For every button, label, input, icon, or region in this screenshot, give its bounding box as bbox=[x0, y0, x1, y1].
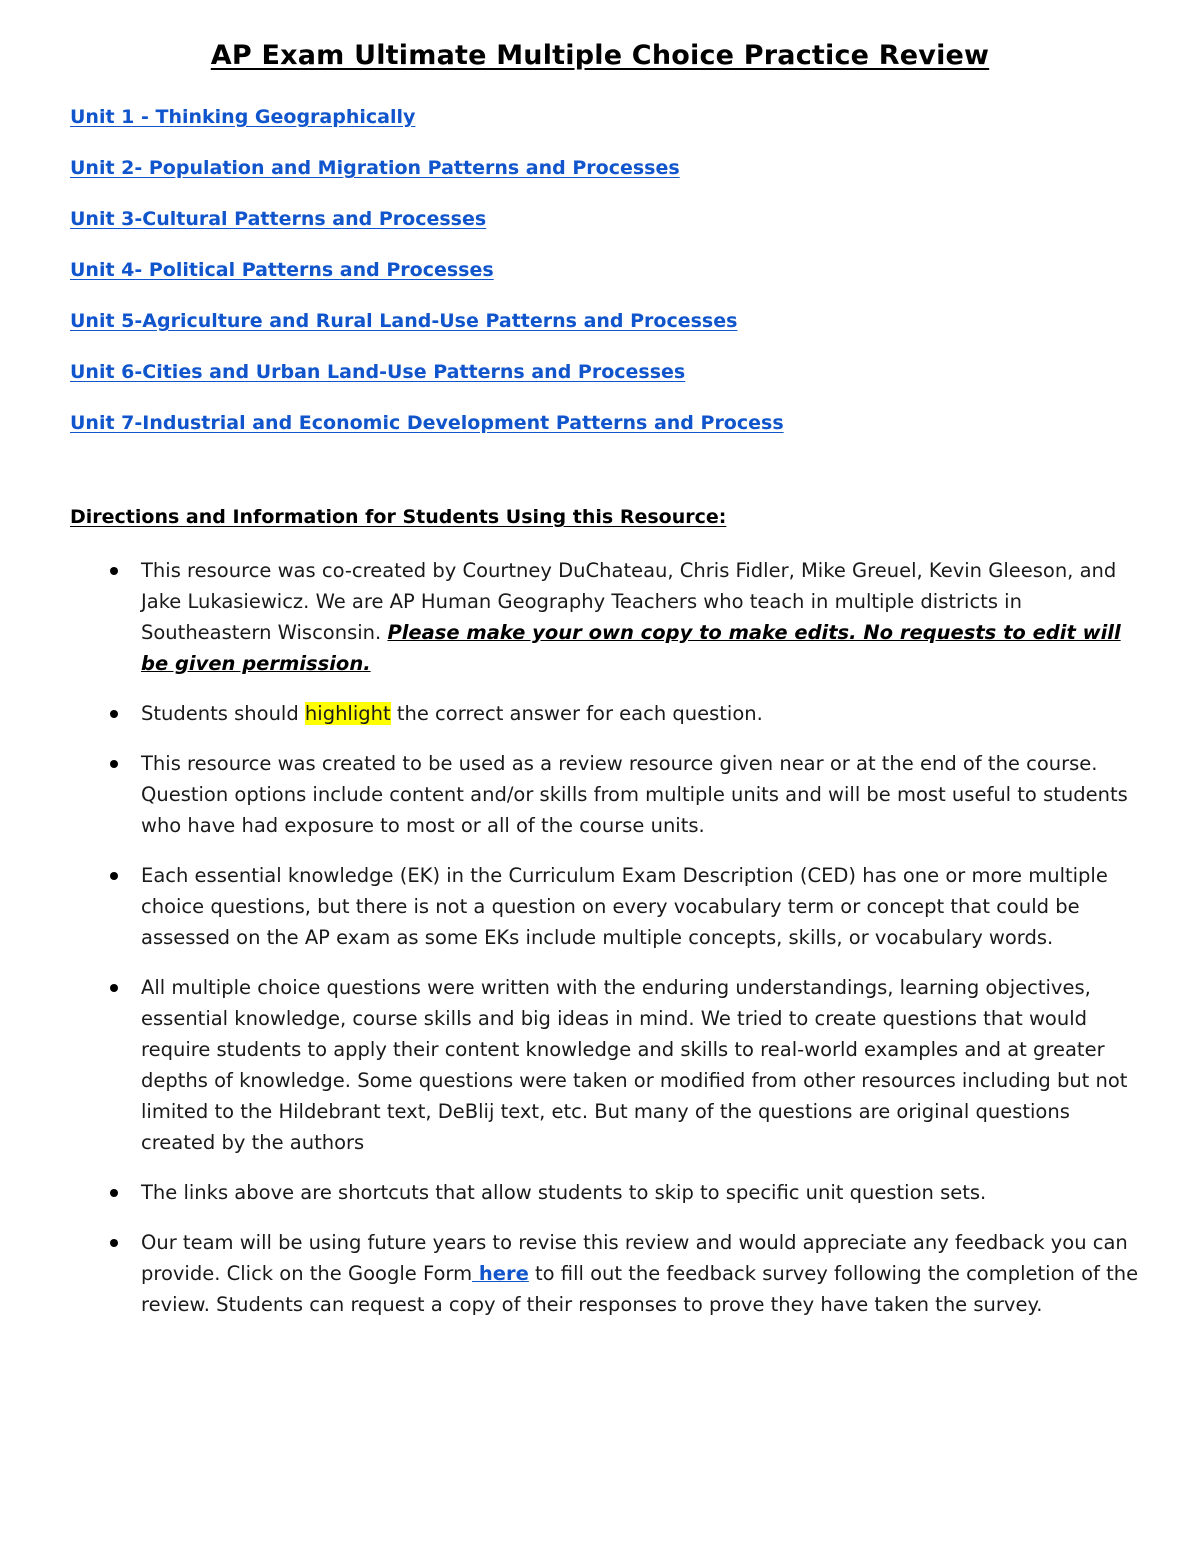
document-title: AP Exam Ultimate Multiple Choice Practice Review bbox=[210, 40, 990, 71]
bullet-icon bbox=[110, 872, 118, 880]
purpose-text: This resource was created to be used as a review resource given near or at the end of the course. Question options include content and/or skills from multiple units and will be most useful to students who have had exposure to most or all of the course units. bbox=[141, 752, 1128, 837]
directions-heading: Directions and Information for Students Using this Resource: bbox=[70, 506, 727, 528]
bullet-icon bbox=[110, 710, 118, 718]
bullet-icon bbox=[110, 1239, 118, 1247]
highlighted-word: highlight bbox=[304, 702, 391, 725]
list-item-purpose bbox=[70, 748, 1140, 841]
highlight-text-after: the correct answer for each question. bbox=[390, 702, 763, 725]
feedback-form-link[interactable]: here bbox=[472, 1262, 529, 1285]
feedback-text-before: Our team will be using future years to revise this review and would appreciate any feedback you can provide. Click on the Google Form bbox=[141, 1231, 1128, 1285]
list-item-question-design bbox=[70, 972, 1140, 1158]
list-item-essential-knowledge bbox=[70, 860, 1140, 953]
bullet-icon bbox=[110, 984, 118, 992]
bullet-icon bbox=[110, 760, 118, 768]
question-design-text: All multiple choice questions were written with the enduring understandings, learning objectives, essential knowledge, course skills and big ideas in mind. We tried to create questions that would require students to apply their content knowledge and skills to real-world examples and at greater depths of knowledge. Some questions were taken or modified from other resources including but not limited to the Hildebrant text, DeBlij text, etc. But many of the questions are original questions created by the authors bbox=[141, 976, 1128, 1154]
feedback-text-after: to fill out the feedback survey following the completion of the review. Students can request a copy of their responses to prove they have taken the survey. bbox=[141, 1262, 1139, 1316]
essential-knowledge-text: Each essential knowledge (EK) in the Curriculum Exam Description (CED) has one or more multiple choice questions, but there is not a question on every vocabulary term or concept that could be assessed on the AP exam as some EKs include multiple concepts, skills, or vocabulary words. bbox=[141, 864, 1108, 949]
unit-6-link[interactable]: Unit 6-Cities and Urban Land-Use Patterns and Processes bbox=[70, 361, 686, 383]
unit-5-link[interactable]: Unit 5-Agriculture and Rural Land-Use Patterns and Processes bbox=[70, 310, 738, 332]
unit-2-link[interactable]: Unit 2- Population and Migration Patterns and Processes bbox=[70, 157, 680, 179]
unit-7-link[interactable]: Unit 7-Industrial and Economic Development Patterns and Process bbox=[70, 412, 784, 434]
unit-4-link[interactable]: Unit 4- Political Patterns and Processes bbox=[70, 259, 494, 281]
shortcuts-text: The links above are shortcuts that allow students to skip to specific unit question sets. bbox=[141, 1181, 987, 1204]
copy-notice: Please make your own copy to make edits. No requests to edit will be given permission. bbox=[141, 621, 1121, 675]
list-item-authors bbox=[70, 555, 1140, 679]
list-item-shortcuts bbox=[70, 1177, 1140, 1208]
list-item-feedback bbox=[70, 1227, 1140, 1320]
unit-3-link[interactable]: Unit 3-Cultural Patterns and Processes bbox=[70, 208, 487, 230]
highlight-text-before: Students should bbox=[141, 702, 305, 725]
unit-links-list bbox=[70, 104, 1130, 461]
directions-list bbox=[70, 555, 1140, 1339]
bullet-icon bbox=[110, 1189, 118, 1197]
bullet-icon bbox=[110, 567, 118, 575]
list-item-highlight bbox=[70, 698, 1140, 729]
unit-1-link[interactable]: Unit 1 - Thinking Geographically bbox=[70, 106, 416, 128]
authors-text: This resource was co-created by Courtney DuChateau, Chris Fidler, Mike Greuel, Kevin Gleeson, and Jake Lukasiewicz. We are AP Human Geography Teachers who teach in multiple districts in Southeastern Wisconsin. bbox=[141, 559, 1117, 644]
